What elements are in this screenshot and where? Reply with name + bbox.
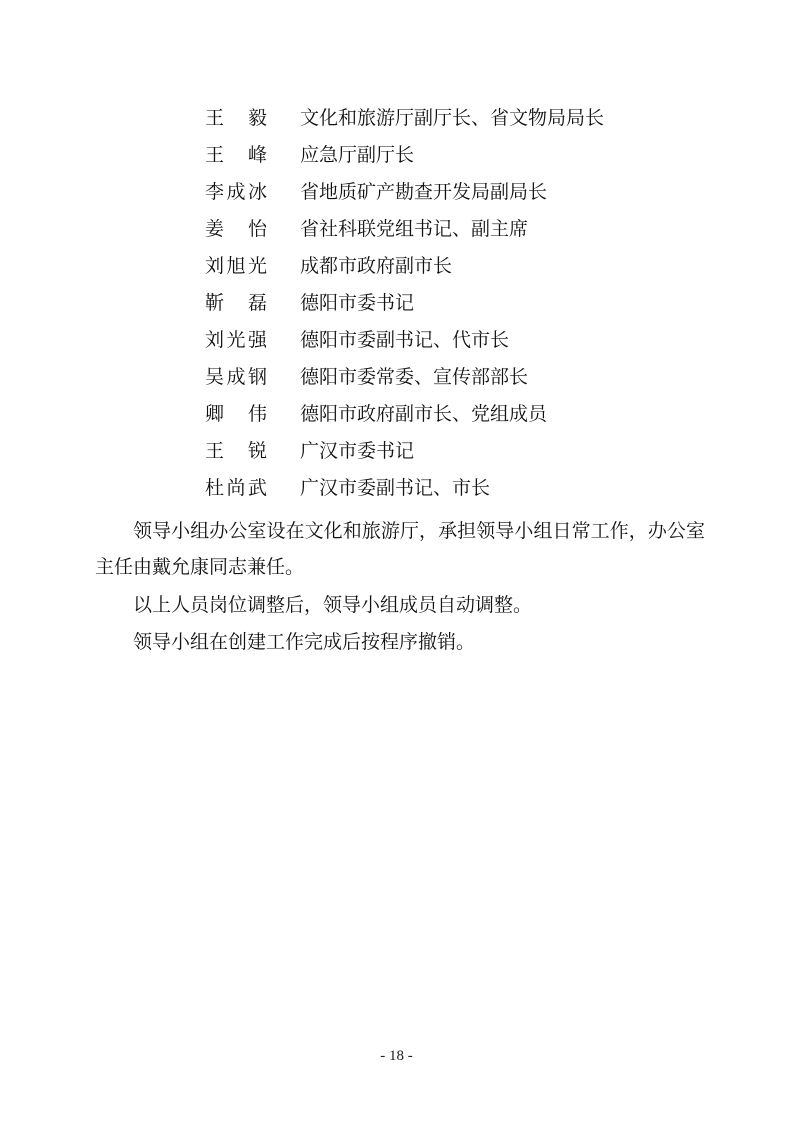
member-title: 省社科联党组书记、副主席 bbox=[300, 218, 529, 240]
member-name: 姜 怡 bbox=[205, 218, 267, 240]
member-title: 应急厅副厅长 bbox=[300, 144, 415, 166]
page-number: - 18 - bbox=[380, 1048, 413, 1064]
member-name: 靳 磊 bbox=[205, 292, 267, 314]
member-row bbox=[0, 322, 793, 359]
member-row bbox=[0, 433, 793, 470]
member-name: 卿 伟 bbox=[205, 403, 267, 425]
member-name: 吴成钢 bbox=[205, 366, 267, 388]
member-row bbox=[0, 359, 793, 396]
member-title: 广汉市委副书记、市长 bbox=[300, 477, 491, 499]
member-title: 德阳市委副书记、代市长 bbox=[300, 329, 510, 351]
member-row bbox=[0, 211, 793, 248]
member-title: 文化和旅游厅副厅长、省文物局局长 bbox=[300, 107, 605, 129]
member-title: 德阳市政府副市长、党组成员 bbox=[300, 403, 548, 425]
member-title: 广汉市委书记 bbox=[300, 440, 415, 462]
member-row bbox=[0, 470, 793, 507]
member-name: 王 峰 bbox=[205, 144, 267, 166]
office-paragraph: 领导小组办公室设在文化和旅游厅，承担领导小组日常工作，办公室主任由戴允康同志兼任。 bbox=[95, 520, 705, 578]
adjustment-paragraph: 以上人员岗位调整后，领导小组成员自动调整。 bbox=[133, 594, 533, 616]
member-name: 刘光强 bbox=[205, 329, 267, 351]
member-row bbox=[0, 174, 793, 211]
member-row bbox=[0, 285, 793, 322]
member-name: 王 毅 bbox=[205, 107, 267, 129]
member-name: 李成冰 bbox=[205, 181, 267, 203]
member-row bbox=[0, 248, 793, 285]
member-title: 成都市政府副市长 bbox=[300, 255, 453, 277]
member-row bbox=[0, 137, 793, 174]
member-title: 德阳市委书记 bbox=[300, 292, 415, 314]
member-row bbox=[0, 100, 793, 137]
member-title: 德阳市委常委、宣传部部长 bbox=[300, 366, 529, 388]
dissolution-paragraph: 领导小组在创建工作完成后按程序撤销。 bbox=[133, 631, 476, 653]
member-name: 杜尚武 bbox=[205, 477, 267, 499]
member-name: 刘旭光 bbox=[205, 255, 267, 277]
member-name: 王 锐 bbox=[205, 440, 267, 462]
member-row bbox=[0, 396, 793, 433]
member-title: 省地质矿产勘查开发局副局长 bbox=[300, 181, 548, 203]
